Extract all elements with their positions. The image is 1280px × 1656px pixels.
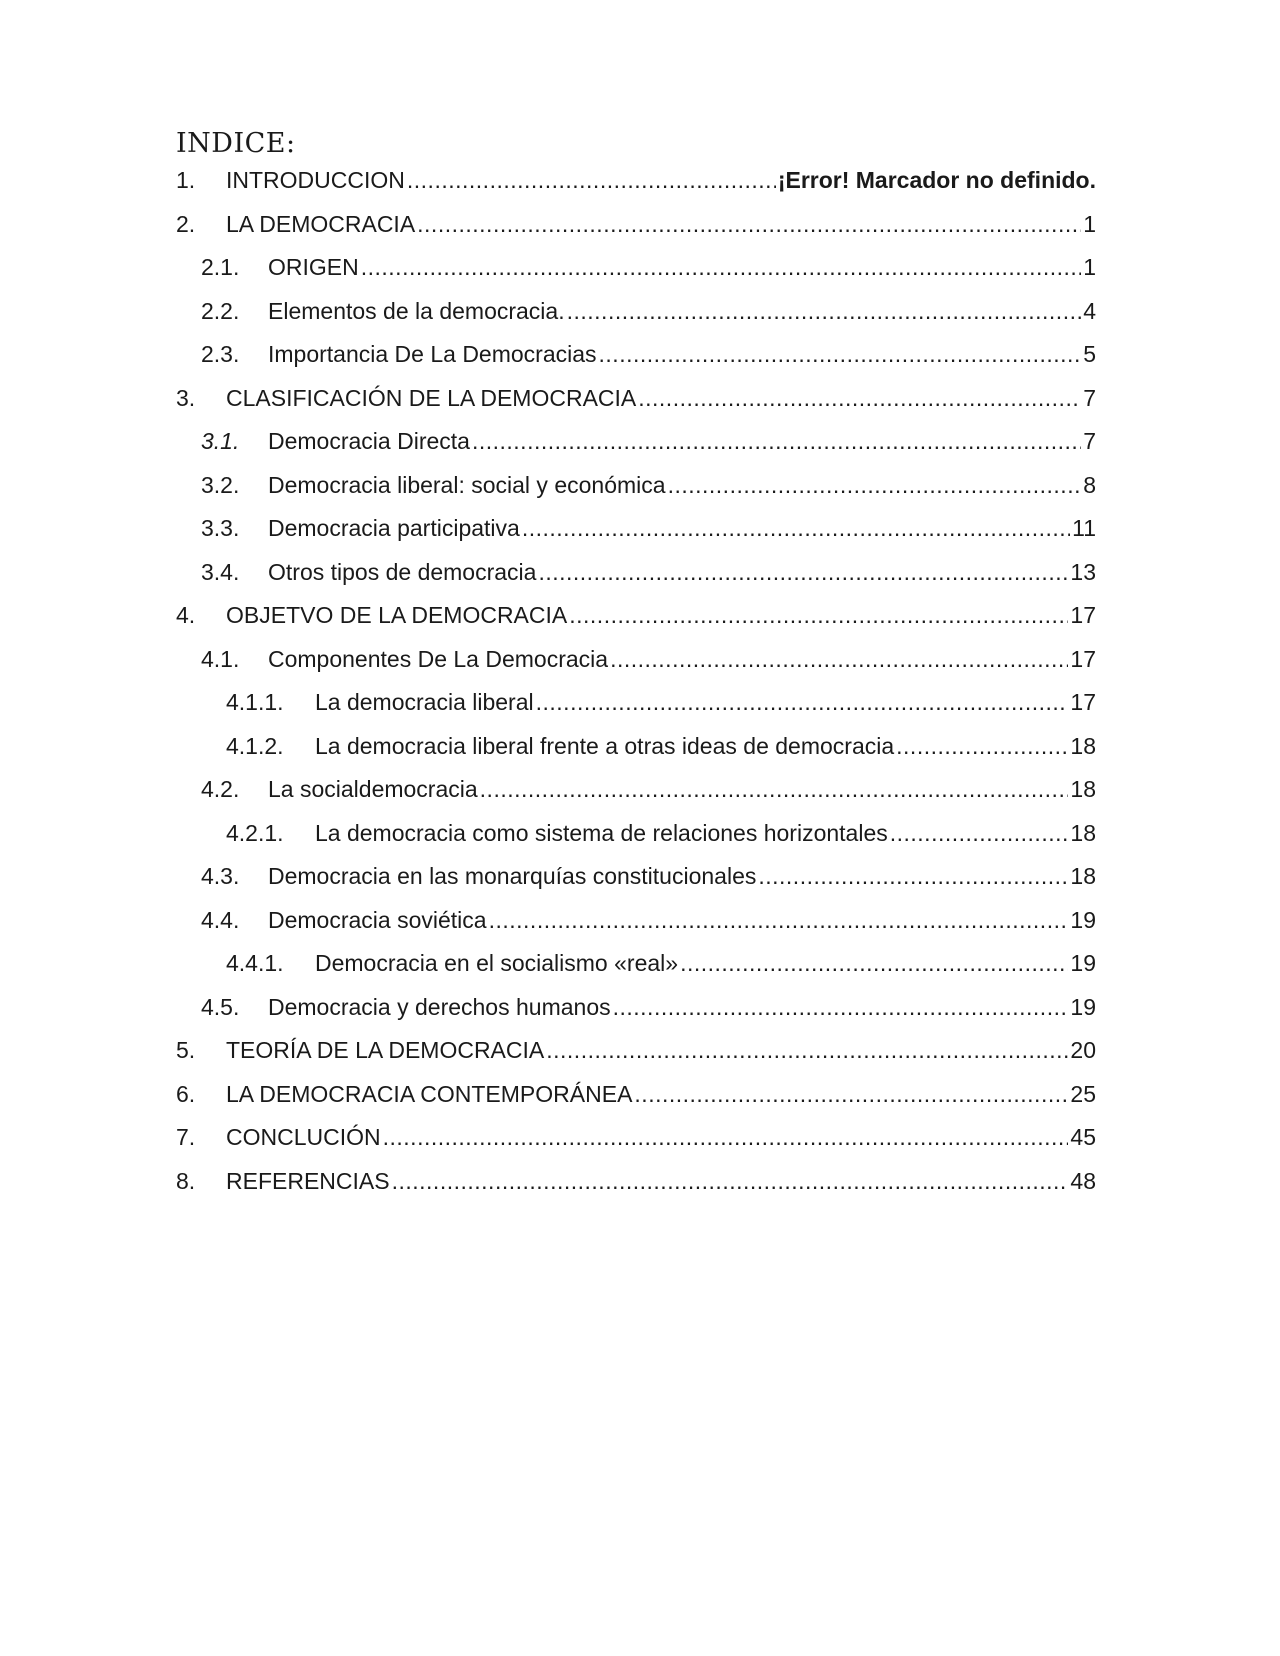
toc-page-number: 19	[1070, 950, 1096, 976]
toc-entry-number: 4.2.	[201, 776, 240, 802]
toc-page-number: 17	[1070, 689, 1096, 715]
toc-entry-number: 4.4.1.	[226, 950, 284, 976]
toc-dot-leader	[472, 428, 1081, 455]
toc-entry-title[interactable]: TEORÍA DE LA DEMOCRACIA	[226, 1037, 545, 1063]
toc-entry[interactable]	[176, 602, 1096, 646]
toc-dot-leader	[668, 472, 1082, 499]
toc-entry[interactable]	[176, 1168, 1096, 1212]
toc-entry-number: 1.	[176, 167, 196, 193]
toc-entry[interactable]	[176, 1124, 1096, 1168]
toc-dot-leader	[546, 1037, 1068, 1064]
toc-entry-title[interactable]: Democracia participativa	[268, 515, 520, 541]
toc-entry-title[interactable]: REFERENCIAS	[226, 1167, 390, 1194]
toc-dot-leader	[538, 559, 1068, 586]
toc-dot-leader	[599, 341, 1082, 368]
toc-entry[interactable]	[176, 689, 1096, 733]
toc-dot-leader	[522, 515, 1070, 542]
toc-entry-title[interactable]: LA DEMOCRACIA CONTEMPORÁNEA	[226, 1080, 633, 1107]
toc-entry[interactable]	[176, 1037, 1096, 1081]
toc-page-number: 18	[1070, 776, 1096, 802]
toc-entry-number: 3.1.	[201, 428, 240, 454]
toc-entry-number: 8.	[176, 1167, 196, 1194]
toc-dot-leader	[417, 211, 1081, 238]
toc-dot-leader	[569, 602, 1068, 629]
toc-entry-number: 2.	[176, 210, 196, 237]
toc-dot-leader	[638, 385, 1081, 412]
toc-entry-number: 3.4.	[201, 558, 240, 585]
toc-entry-number: 3.	[176, 384, 196, 411]
toc-entry[interactable]	[176, 254, 1096, 298]
toc-page-number: 25	[1070, 1080, 1096, 1107]
toc-dot-leader	[489, 907, 1069, 934]
toc-entry[interactable]	[176, 341, 1096, 385]
toc-entry-title[interactable]: CONCLUCIÓN	[226, 1124, 381, 1150]
toc-page-number: 45	[1070, 1124, 1096, 1150]
toc-entry-number: 4.	[176, 602, 196, 628]
toc-page-number: 7	[1083, 428, 1096, 454]
toc-entry-title[interactable]: Democracia y derechos humanos	[268, 993, 611, 1020]
toc-entry-title[interactable]: OBJETVO DE LA DEMOCRACIA	[226, 602, 568, 628]
toc-page-number: 4	[1083, 297, 1096, 324]
toc-entry-title[interactable]: CLASIFICACIÓN DE LA DEMOCRACIA	[226, 384, 637, 411]
toc-dot-leader	[613, 994, 1069, 1021]
toc-entry-number: 4.5.	[201, 993, 240, 1020]
toc-entry-number: 4.4.	[201, 906, 240, 933]
toc-entry-title[interactable]: Otros tipos de democracia	[268, 558, 537, 585]
toc-entry-number: 4.1.	[201, 645, 240, 672]
toc-page-number: 19	[1070, 993, 1096, 1020]
toc-entry[interactable]	[176, 298, 1096, 342]
toc-entry-title[interactable]: La democracia liberal	[315, 689, 534, 715]
toc-entry-title[interactable]: INTRODUCCION	[226, 167, 405, 193]
toc-entry-number: 2.1.	[201, 254, 240, 280]
toc-dot-leader	[634, 1081, 1068, 1108]
toc-entry-title[interactable]: LA DEMOCRACIA	[226, 210, 416, 237]
toc-entry[interactable]	[176, 820, 1096, 864]
toc-entry-title[interactable]: Democracia en el socialismo «real»	[315, 950, 679, 976]
toc-dot-leader	[890, 820, 1069, 847]
toc-entry[interactable]	[176, 950, 1096, 994]
toc-entry-title[interactable]: La democracia liberal frente a otras ideas de democracia	[315, 732, 895, 759]
toc-dot-leader	[361, 254, 1081, 281]
toc-dot-leader	[896, 733, 1068, 760]
toc-entry-number: 4.1.2.	[226, 732, 284, 759]
toc-entry[interactable]	[176, 994, 1096, 1038]
toc-entry-title[interactable]: La socialdemocracia	[268, 776, 478, 802]
toc-dot-leader	[567, 298, 1082, 325]
toc-entry[interactable]	[176, 472, 1096, 516]
toc-entry-number: 7.	[176, 1124, 196, 1150]
toc-entry[interactable]	[176, 167, 1096, 211]
toc-entry[interactable]	[176, 646, 1096, 690]
toc-page-number: 1	[1083, 210, 1096, 237]
toc-entry-title[interactable]: Democracia soviética	[268, 906, 487, 933]
toc-entry-title[interactable]: Democracia en las monarquías constitucionales	[268, 863, 757, 889]
toc-page-number: 20	[1070, 1037, 1096, 1063]
toc-page-number: 8	[1083, 471, 1096, 498]
toc-entry[interactable]	[176, 428, 1096, 472]
toc-dot-leader	[407, 167, 776, 194]
toc-dot-leader	[480, 776, 1069, 803]
toc-entry-number: 3.3.	[201, 515, 240, 541]
toc-entry-number: 4.2.1.	[226, 819, 284, 846]
toc-entry-number: 4.1.1.	[226, 689, 284, 715]
toc-page-number: 13	[1070, 558, 1096, 585]
toc-dot-leader	[536, 689, 1069, 716]
table-of-contents	[176, 167, 1096, 1211]
toc-entry-number: 4.3.	[201, 863, 240, 889]
toc-entry-title[interactable]: Democracia Directa	[268, 428, 470, 454]
toc-page-number: 48	[1070, 1167, 1096, 1194]
toc-entry[interactable]	[176, 559, 1096, 603]
toc-dot-leader	[610, 646, 1068, 673]
toc-entry[interactable]	[176, 515, 1096, 559]
toc-page-number: 17	[1070, 602, 1096, 628]
toc-dot-leader	[392, 1168, 1069, 1195]
toc-title: INDICE:	[176, 128, 296, 159]
toc-entry-title[interactable]: La democracia como sistema de relaciones horizontales	[315, 819, 888, 846]
toc-entry[interactable]	[176, 211, 1096, 255]
toc-bookmark-error: ¡Error! Marcador no definido.	[777, 167, 1096, 193]
toc-entry[interactable]	[176, 1081, 1096, 1125]
toc-dot-leader	[680, 950, 1068, 977]
toc-page-number: 11	[1072, 515, 1096, 541]
toc-page-number: 18	[1070, 863, 1096, 889]
toc-entry-number: 3.2.	[201, 471, 240, 498]
toc-page-number: 19	[1070, 906, 1096, 933]
toc-entry[interactable]	[176, 863, 1096, 907]
toc-entry[interactable]	[176, 385, 1096, 429]
toc-page-number: 18	[1070, 819, 1096, 846]
toc-dot-leader	[383, 1124, 1069, 1151]
toc-entry-title[interactable]: Componentes De La Democracia	[268, 645, 609, 672]
toc-entry[interactable]	[176, 733, 1096, 777]
toc-page-number: 7	[1083, 384, 1096, 411]
toc-dot-leader	[758, 863, 1068, 890]
toc-entry-number: 5.	[176, 1037, 196, 1063]
toc-entry-title[interactable]: Elementos de la democracia.	[268, 297, 565, 324]
toc-page-number: 17	[1070, 645, 1096, 672]
toc-page-number: 18	[1070, 732, 1096, 759]
toc-entry-number: 2.3.	[201, 341, 240, 367]
toc-entry[interactable]	[176, 776, 1096, 820]
toc-page-number: 1	[1083, 254, 1096, 280]
toc-entry-number: 2.2.	[201, 297, 240, 324]
toc-entry-title[interactable]: Democracia liberal: social y económica	[268, 471, 666, 498]
toc-page-number: 5	[1083, 341, 1096, 367]
toc-entry-title[interactable]: Importancia De La Democracias	[268, 341, 597, 367]
toc-entry-number: 6.	[176, 1080, 196, 1107]
toc-entry[interactable]	[176, 907, 1096, 951]
toc-entry-title[interactable]: ORIGEN	[268, 254, 359, 280]
